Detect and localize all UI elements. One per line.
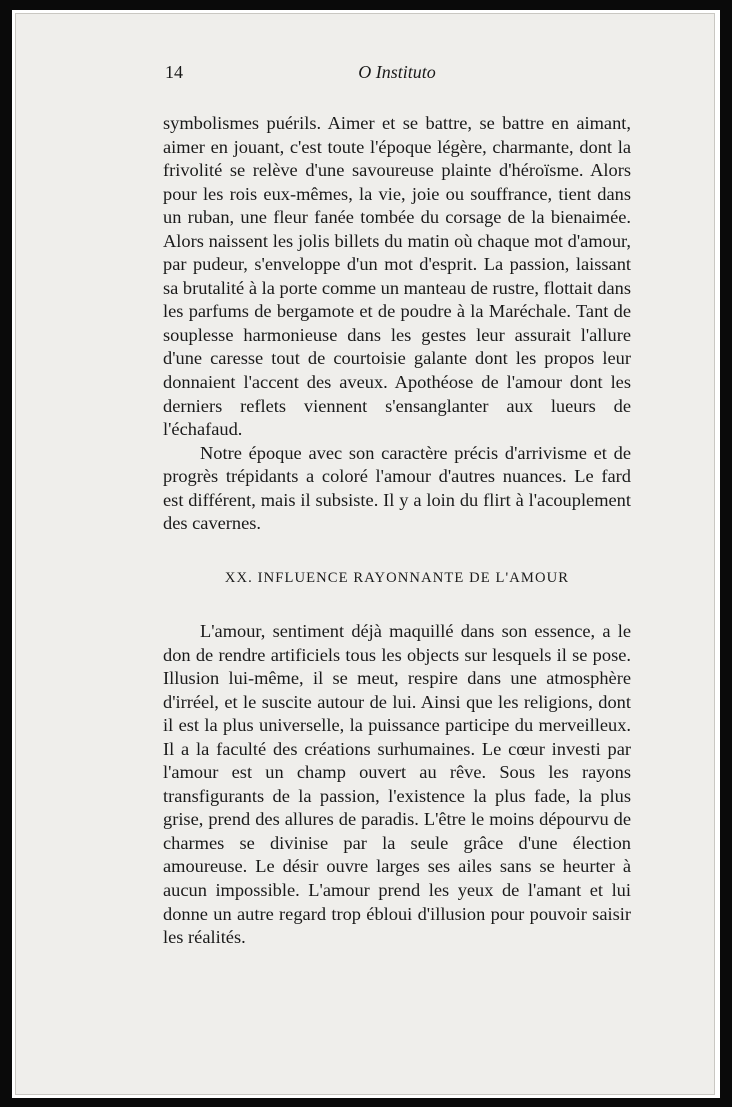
paragraph: symbolismes puérils. Aimer et se battre, se battre en aimant, aimer en jouant, c'est toute l'époque légère, charmante, dont la frivolité se relève d'une savoureuse plainte d'héroïsme. Alors pour les rois eux-mêmes, la vie, joie ou souffrance, tient dans un ruban, une fleur fanée tombée du corsage de la bienaimée. Alors naissent les jolis billets du matin où chaque mot d'amour, par pudeur, s'enveloppe d'un mot d'esprit. La passion, laissant sa brutalité à la porte comme un manteau de rustre, flottait dans les parfums de bergamote et de poudre à la Maréchale. Tant de souplesse harmonieuse dans les gestes leur assurait l'allure d'une caresse tout de courtoisie galante dont les propos leur donnaient l'accent des aveux. Apothéose de l'amour dont les derniers reflets viennent s'ensanglanter aux lueurs de l'échafaud. xyxy=(163,113,631,440)
body-text-before-heading xyxy=(163,112,631,536)
section-heading: XX. INFLUENCE RAYONNANTE DE L'AMOUR xyxy=(224,570,570,586)
page-number: 14 xyxy=(165,62,183,82)
body-text-after-heading xyxy=(163,620,631,950)
running-title: O Instituto xyxy=(358,62,436,82)
page-header xyxy=(163,62,631,88)
paragraph: L'amour, sentiment déjà maquillé dans son essence, a le don de rendre artificiels tous les objects sur lesquels il se pose. Illusion lui-même, il se meut, respire dans une atmosphère d'irréel, et le suscite autour de lui. Ainsi que les religions, dont il est la plus universelle, la puissance participe du merveilleux. Il a la faculté des créations surhumaines. Le cœur investi par l'amour est un champ ouvert au rêve. Sous les rayons transfigurants de la passion, l'existence la plus fade, la plus grise, prend des allures de paradis. L'être le moins dépourvu de charmes se divinise par la seule grâce d'une élection amoureuse. Le désir ouvre larges ses ailes sans se heurter à aucun impossible. L'amour prend les yeux de l'amant et lui donne un autre regard trop ébloui d'illusion pour pouvoir saisir les réalités. xyxy=(163,621,631,948)
paragraph: Notre époque avec son caractère précis d'arrivisme et de progrès trépidants a coloré l'amour d'autres nuances. Le fard est différent, mais il subsiste. Il y a loin du flirt à l'acouplement des cavernes. xyxy=(163,442,631,534)
